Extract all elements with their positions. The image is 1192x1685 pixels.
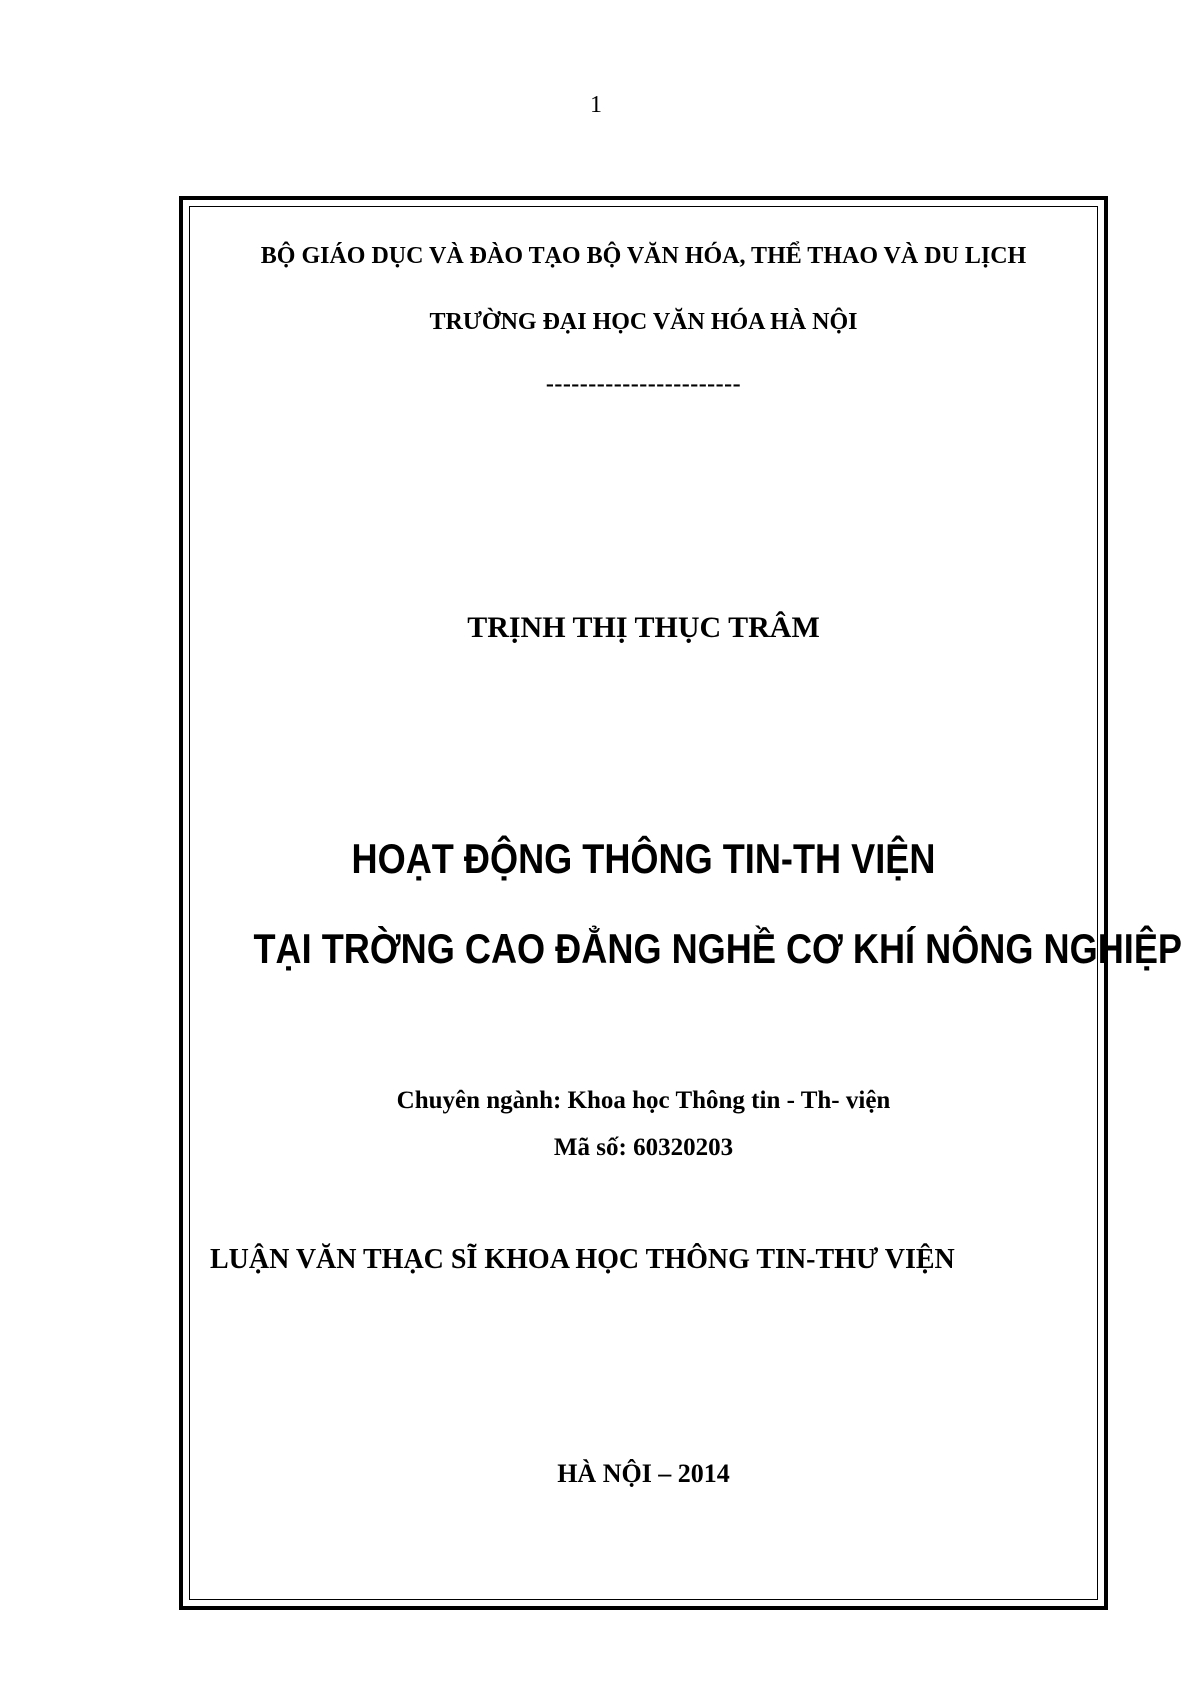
- thesis-type: LUẬN VĂN THẠC SĨ KHOA HỌC THÔNG TIN-THƯ VIỆN: [210, 1244, 955, 1275]
- university-heading: TRƯỜNG ĐẠI HỌC VĂN HÓA HÀ NỘI: [429, 309, 858, 335]
- cover-inner-border: [189, 206, 1183, 1600]
- cover-frame: [179, 196, 1183, 1610]
- major-label: Chuyên ngành: Khoa học Thông tin - Th- viện: [396, 1087, 891, 1114]
- header-divider: -----------------------: [545, 371, 742, 397]
- author-name: TRỊNH THỊ THỤC TRÂM: [467, 611, 820, 644]
- major-code: Mã số: 60320203: [553, 1134, 734, 1161]
- place-year: HÀ NỘI – 2014: [557, 1459, 730, 1488]
- thesis-title-line-1: HOẠT ĐỘNG THÔNG TIN-TH VIỆN: [351, 835, 936, 882]
- thesis-title-line-2: TẠI TRỜNG CAO ĐẲNG NGHỀ CƠ KHÍ NÔNG NGHIỆP: [253, 925, 1183, 972]
- ministry-heading: BỘ GIÁO DỤC VÀ ĐÀO TẠO BỘ VĂN HÓA, THỂ THAO VÀ DU LỊCH: [260, 243, 1027, 269]
- page-number: 1: [590, 92, 602, 118]
